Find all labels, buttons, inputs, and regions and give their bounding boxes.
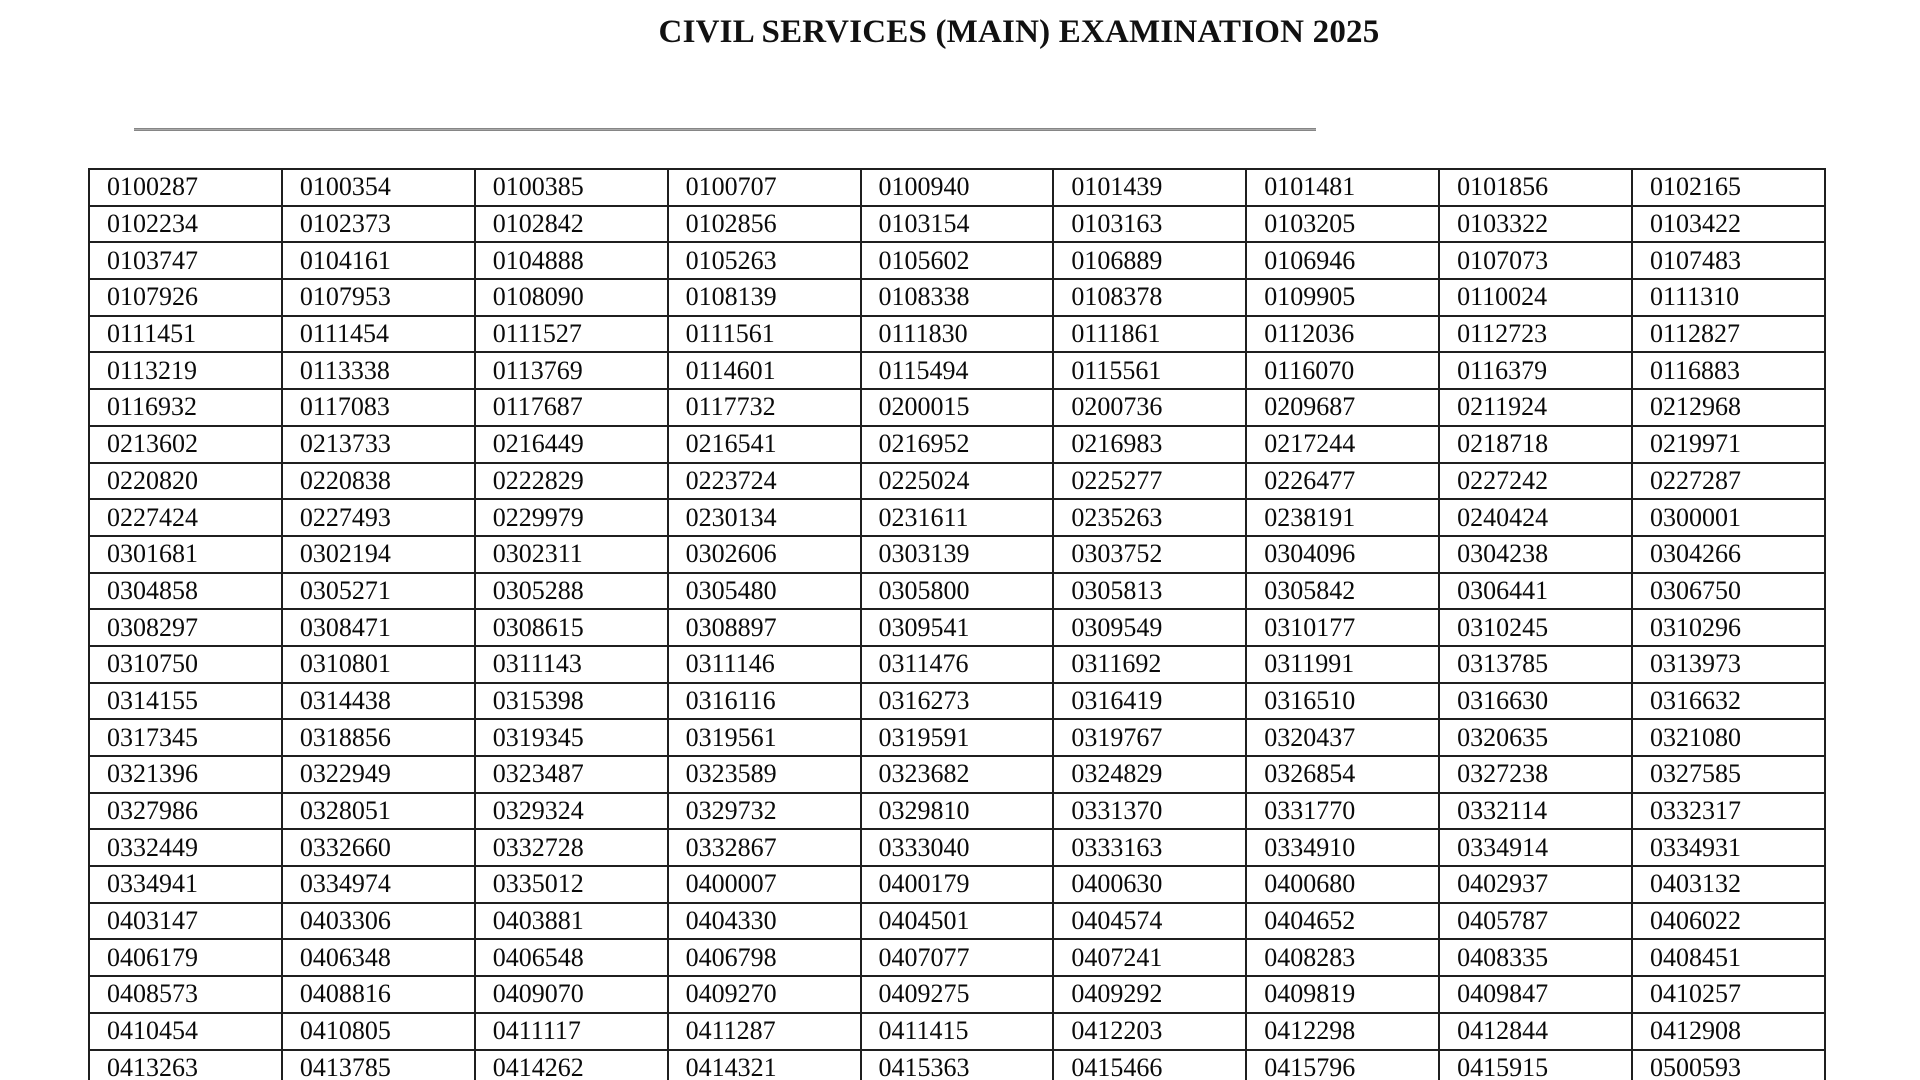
roll-number-cell: 0319591 [861,719,1054,756]
roll-number-cell: 0216449 [475,426,668,463]
roll-number-cell: 0115561 [1053,352,1246,389]
roll-number-cell: 0116379 [1439,352,1632,389]
roll-number-cell: 0322949 [282,756,475,793]
roll-number-cell: 0500593 [1632,1050,1825,1080]
roll-number-cell: 0332114 [1439,793,1632,830]
roll-number-cell: 0306441 [1439,573,1632,610]
roll-number-cell: 0334974 [282,866,475,903]
roll-number-cell: 0400680 [1246,866,1439,903]
roll-number-cell: 0100940 [861,169,1054,206]
roll-number-cell: 0112723 [1439,316,1632,353]
roll-number-cell: 0108090 [475,279,668,316]
roll-number-cell: 0226477 [1246,463,1439,500]
roll-number-cell: 0410805 [282,1013,475,1050]
roll-number-cell: 0332728 [475,829,668,866]
roll-number-cell: 0305288 [475,573,668,610]
document-title: CIVIL SERVICES (MAIN) EXAMINATION 2025 [658,14,1380,50]
roll-number-cell: 0311476 [861,646,1054,683]
roll-number-cell: 0410257 [1632,976,1825,1013]
roll-number-cell: 0104888 [475,242,668,279]
roll-number-cell: 0404652 [1246,903,1439,940]
roll-number-cell: 0406798 [668,939,861,976]
roll-number-cell: 0323682 [861,756,1054,793]
roll-number-cell: 0415363 [861,1050,1054,1080]
roll-number-cell: 0105263 [668,242,861,279]
roll-number-cell: 0404501 [861,903,1054,940]
roll-number-cell: 0305480 [668,573,861,610]
roll-number-cell: 0108338 [861,279,1054,316]
roll-number-cell: 0316510 [1246,683,1439,720]
roll-number-cell: 0235263 [1053,499,1246,536]
roll-number-cell: 0409275 [861,976,1054,1013]
roll-number-cell: 0304266 [1632,536,1825,573]
roll-number-cell: 0111527 [475,316,668,353]
roll-number-cell: 0315398 [475,683,668,720]
roll-number-cell: 0415466 [1053,1050,1246,1080]
roll-number-cell: 0115494 [861,352,1054,389]
roll-number-cell: 0333163 [1053,829,1246,866]
roll-number-cell: 0332867 [668,829,861,866]
roll-number-cell: 0101481 [1246,169,1439,206]
roll-number-cell: 0107073 [1439,242,1632,279]
roll-number-cell: 0114601 [668,352,861,389]
roll-number-cell: 0406348 [282,939,475,976]
roll-number-cell: 0240424 [1439,499,1632,536]
roll-number-cell: 0117687 [475,389,668,426]
roll-number-cell: 0409292 [1053,976,1246,1013]
roll-number-cell: 0332660 [282,829,475,866]
roll-number-cell: 0223724 [668,463,861,500]
roll-number-cell: 0311692 [1053,646,1246,683]
roll-number-cell: 0412203 [1053,1013,1246,1050]
roll-number-cell: 0400179 [861,866,1054,903]
roll-number-cell: 0406022 [1632,903,1825,940]
roll-number-cell: 0103747 [89,242,282,279]
roll-number-cell: 0102373 [282,206,475,243]
roll-number-cell: 0313785 [1439,646,1632,683]
roll-number-cell: 0231611 [861,499,1054,536]
roll-number-cell: 0403306 [282,903,475,940]
roll-number-cell: 0227242 [1439,463,1632,500]
roll-number-cell: 0102842 [475,206,668,243]
table-row [89,793,1825,830]
roll-number-cell: 0113219 [89,352,282,389]
roll-number-cell: 0218718 [1439,426,1632,463]
roll-number-cell: 0310750 [89,646,282,683]
roll-number-cell: 0327238 [1439,756,1632,793]
roll-number-cell: 0116932 [89,389,282,426]
table-row [89,1050,1825,1080]
roll-number-table [88,168,1826,1080]
roll-number-cell: 0225024 [861,463,1054,500]
roll-number-cell: 0213733 [282,426,475,463]
roll-number-cell: 0308897 [668,609,861,646]
roll-number-cell: 0304238 [1439,536,1632,573]
roll-number-cell: 0110024 [1439,279,1632,316]
roll-number-cell: 0329324 [475,793,668,830]
roll-number-cell: 0200015 [861,389,1054,426]
table-row [89,499,1825,536]
roll-number-cell: 0103205 [1246,206,1439,243]
roll-number-cell: 0211924 [1439,389,1632,426]
roll-number-cell: 0408816 [282,976,475,1013]
roll-number-cell: 0308297 [89,609,282,646]
roll-number-cell: 0334941 [89,866,282,903]
roll-number-cell: 0308471 [282,609,475,646]
roll-number-cell: 0407241 [1053,939,1246,976]
roll-number-cell: 0303139 [861,536,1054,573]
roll-number-cell: 0404574 [1053,903,1246,940]
roll-number-cell: 0412908 [1632,1013,1825,1050]
roll-number-cell: 0107926 [89,279,282,316]
roll-number-cell: 0317345 [89,719,282,756]
roll-number-cell: 0107953 [282,279,475,316]
roll-number-cell: 0103163 [1053,206,1246,243]
roll-number-cell: 0319561 [668,719,861,756]
table-row [89,683,1825,720]
roll-number-cell: 0308615 [475,609,668,646]
roll-number-cell: 0411287 [668,1013,861,1050]
roll-number-cell: 0412298 [1246,1013,1439,1050]
table-row [89,573,1825,610]
roll-number-cell: 0301681 [89,536,282,573]
roll-number-cell: 0412844 [1439,1013,1632,1050]
roll-number-cell: 0209687 [1246,389,1439,426]
roll-number-cell: 0406548 [475,939,668,976]
roll-number-cell: 0334914 [1439,829,1632,866]
roll-number-cell: 0311991 [1246,646,1439,683]
roll-number-cell: 0103422 [1632,206,1825,243]
roll-number-cell: 0408335 [1439,939,1632,976]
roll-number-cell: 0225277 [1053,463,1246,500]
roll-number-cell: 0400630 [1053,866,1246,903]
roll-number-cell: 0102165 [1632,169,1825,206]
roll-number-cell: 0111310 [1632,279,1825,316]
roll-number-cell: 0222829 [475,463,668,500]
roll-number-cell: 0332317 [1632,793,1825,830]
table-row [89,719,1825,756]
roll-number-cell: 0106889 [1053,242,1246,279]
roll-number-cell: 0334931 [1632,829,1825,866]
roll-number-cell: 0403132 [1632,866,1825,903]
roll-number-cell: 0415796 [1246,1050,1439,1080]
roll-number-cell: 0329732 [668,793,861,830]
roll-number-cell: 0116883 [1632,352,1825,389]
roll-number-cell: 0111561 [668,316,861,353]
roll-number-cell: 0413785 [282,1050,475,1080]
roll-number-cell: 0333040 [861,829,1054,866]
table-row [89,206,1825,243]
roll-number-cell: 0405787 [1439,903,1632,940]
table-row [89,463,1825,500]
roll-number-cell: 0216983 [1053,426,1246,463]
table-row [89,756,1825,793]
roll-number-cell: 0113338 [282,352,475,389]
roll-number-cell: 0310245 [1439,609,1632,646]
table-row [89,426,1825,463]
roll-number-cell: 0216541 [668,426,861,463]
roll-number-cell: 0331770 [1246,793,1439,830]
roll-number-cell: 0403881 [475,903,668,940]
roll-number-cell: 0302311 [475,536,668,573]
roll-number-cell: 0219971 [1632,426,1825,463]
roll-number-cell: 0303752 [1053,536,1246,573]
roll-number-cell: 0111451 [89,316,282,353]
roll-number-cell: 0111454 [282,316,475,353]
roll-number-cell: 0316273 [861,683,1054,720]
table-row [89,389,1825,426]
roll-number-cell: 0305271 [282,573,475,610]
roll-number-cell: 0113769 [475,352,668,389]
roll-number-cell: 0102234 [89,206,282,243]
roll-number-cell: 0319345 [475,719,668,756]
roll-number-cell: 0107483 [1632,242,1825,279]
table-row [89,169,1825,206]
roll-number-cell: 0331370 [1053,793,1246,830]
roll-number-cell: 0316419 [1053,683,1246,720]
roll-number-cell: 0327986 [89,793,282,830]
roll-number-cell: 0112036 [1246,316,1439,353]
roll-number-cell: 0316630 [1439,683,1632,720]
roll-number-cell: 0227493 [282,499,475,536]
roll-number-cell: 0414262 [475,1050,668,1080]
roll-number-cell: 0311143 [475,646,668,683]
roll-number-cell: 0302194 [282,536,475,573]
roll-number-cell: 0324829 [1053,756,1246,793]
roll-number-cell: 0409819 [1246,976,1439,1013]
roll-number-cell: 0408573 [89,976,282,1013]
roll-number-cell: 0320437 [1246,719,1439,756]
roll-number-cell: 0409270 [668,976,861,1013]
roll-number-cell: 0305813 [1053,573,1246,610]
roll-number-cell: 0100385 [475,169,668,206]
table-row [89,646,1825,683]
roll-number-cell: 0323589 [668,756,861,793]
roll-number-cell: 0106946 [1246,242,1439,279]
table-row [89,609,1825,646]
table-row [89,279,1825,316]
roll-number-cell: 0320635 [1439,719,1632,756]
roll-number-cell: 0213602 [89,426,282,463]
table-row [89,242,1825,279]
roll-number-cell: 0230134 [668,499,861,536]
separator-line [134,128,1316,131]
roll-number-cell: 0305842 [1246,573,1439,610]
roll-number-cell: 0116070 [1246,352,1439,389]
roll-number-cell: 0316632 [1632,683,1825,720]
roll-number-cell: 0318856 [282,719,475,756]
roll-number-cell: 0414321 [668,1050,861,1080]
roll-number-cell: 0400007 [668,866,861,903]
roll-number-cell: 0300001 [1632,499,1825,536]
roll-number-cell: 0409847 [1439,976,1632,1013]
roll-number-cell: 0108139 [668,279,861,316]
roll-number-cell: 0316116 [668,683,861,720]
roll-number-cell: 0310296 [1632,609,1825,646]
roll-number-cell: 0411117 [475,1013,668,1050]
roll-number-cell: 0108378 [1053,279,1246,316]
table-row [89,829,1825,866]
roll-number-cell: 0309549 [1053,609,1246,646]
roll-number-cell: 0321080 [1632,719,1825,756]
roll-number-cell: 0304858 [89,573,282,610]
roll-number-cell: 0329810 [861,793,1054,830]
roll-number-cell: 0220838 [282,463,475,500]
roll-number-cell: 0200736 [1053,389,1246,426]
roll-number-cell: 0104161 [282,242,475,279]
roll-number-cell: 0117732 [668,389,861,426]
roll-number-cell: 0103154 [861,206,1054,243]
roll-number-cell: 0217244 [1246,426,1439,463]
roll-number-cell: 0408451 [1632,939,1825,976]
table-row [89,316,1825,353]
roll-number-cell: 0327585 [1632,756,1825,793]
roll-number-cell: 0411415 [861,1013,1054,1050]
table-row [89,1013,1825,1050]
roll-number-cell: 0310801 [282,646,475,683]
roll-number-cell: 0410454 [89,1013,282,1050]
roll-number-cell: 0415915 [1439,1050,1632,1080]
roll-number-cell: 0313973 [1632,646,1825,683]
roll-number-cell: 0101856 [1439,169,1632,206]
roll-number-cell: 0404330 [668,903,861,940]
roll-number-cell: 0103322 [1439,206,1632,243]
table-row [89,866,1825,903]
roll-number-cell: 0117083 [282,389,475,426]
roll-number-cell: 0212968 [1632,389,1825,426]
roll-number-cell: 0227287 [1632,463,1825,500]
roll-number-cell: 0407077 [861,939,1054,976]
roll-number-cell: 0328051 [282,793,475,830]
roll-number-cell: 0216952 [861,426,1054,463]
roll-number-cell: 0406179 [89,939,282,976]
roll-number-cell: 0304096 [1246,536,1439,573]
roll-number-cell: 0111830 [861,316,1054,353]
table-row [89,352,1825,389]
roll-number-cell: 0319767 [1053,719,1246,756]
roll-number-cell: 0326854 [1246,756,1439,793]
roll-number-cell: 0100707 [668,169,861,206]
roll-number-cell: 0402937 [1439,866,1632,903]
roll-number-cell: 0105602 [861,242,1054,279]
roll-number-cell: 0305800 [861,573,1054,610]
roll-number-cell: 0111861 [1053,316,1246,353]
roll-number-cell: 0309541 [861,609,1054,646]
roll-number-cell: 0311146 [668,646,861,683]
roll-number-cell: 0310177 [1246,609,1439,646]
table-row [89,903,1825,940]
roll-number-cell: 0323487 [475,756,668,793]
roll-number-cell: 0100354 [282,169,475,206]
roll-number-table-body [89,169,1825,1080]
roll-number-cell: 0403147 [89,903,282,940]
roll-number-cell: 0408283 [1246,939,1439,976]
roll-number-cell: 0409070 [475,976,668,1013]
roll-number-cell: 0314155 [89,683,282,720]
roll-number-cell: 0227424 [89,499,282,536]
roll-number-cell: 0332449 [89,829,282,866]
roll-number-cell: 0321396 [89,756,282,793]
roll-number-cell: 0335012 [475,866,668,903]
roll-number-cell: 0229979 [475,499,668,536]
table-row [89,536,1825,573]
roll-number-cell: 0109905 [1246,279,1439,316]
roll-number-cell: 0306750 [1632,573,1825,610]
roll-number-cell: 0112827 [1632,316,1825,353]
roll-number-cell: 0220820 [89,463,282,500]
roll-number-cell: 0100287 [89,169,282,206]
roll-number-cell: 0314438 [282,683,475,720]
roll-number-cell: 0102856 [668,206,861,243]
roll-number-cell: 0101439 [1053,169,1246,206]
table-row [89,976,1825,1013]
roll-number-cell: 0302606 [668,536,861,573]
table-row [89,939,1825,976]
roll-number-cell: 0238191 [1246,499,1439,536]
roll-number-cell: 0334910 [1246,829,1439,866]
roll-number-cell: 0413263 [89,1050,282,1080]
